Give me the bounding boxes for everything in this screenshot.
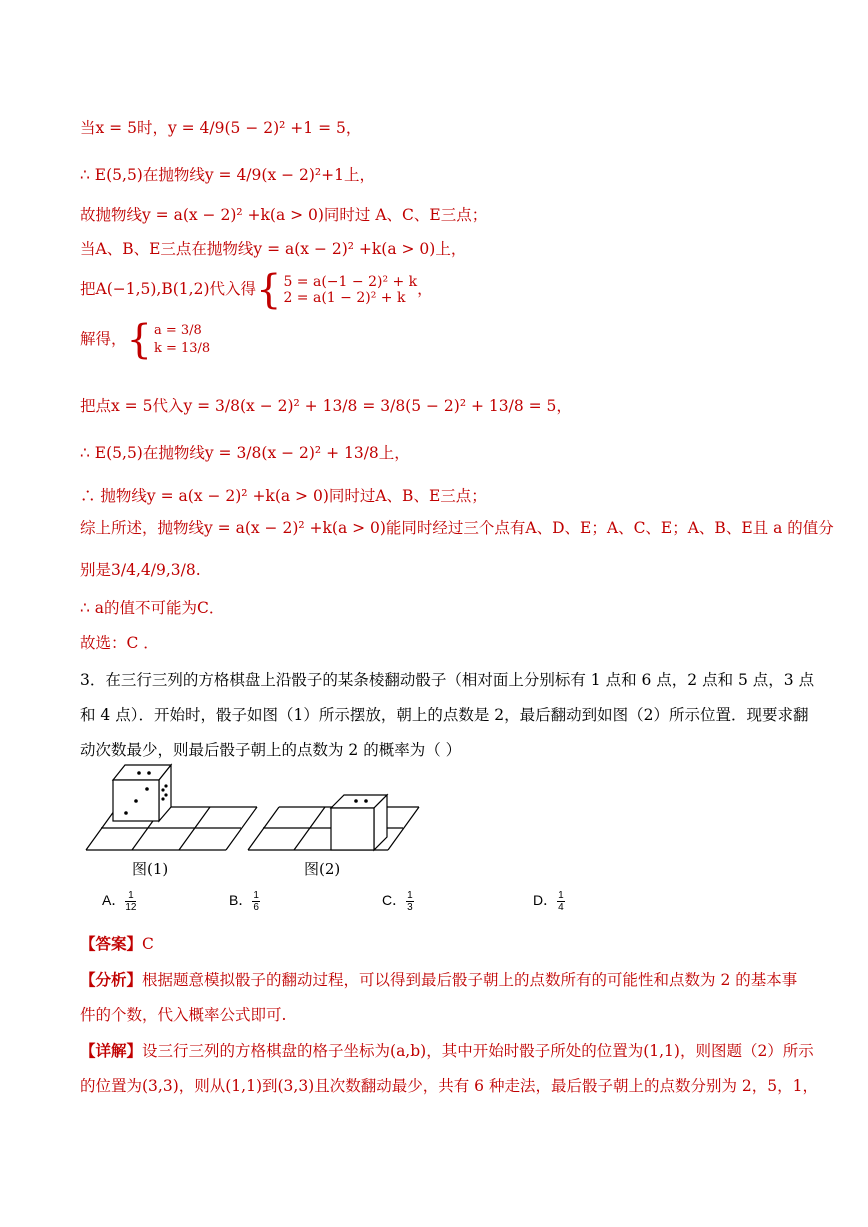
option-a[interactable] (102, 890, 136, 913)
solution-line-12: ∴ a的值不可能为C． (80, 599, 225, 617)
figure-2-caption: 图(2) (304, 860, 341, 878)
option-c-fraction (406, 890, 414, 913)
option-c-label: C． (382, 892, 407, 909)
answer-line (80, 934, 154, 954)
question-line-1: 3．在三行三列的方格棋盘上沿骰子的某条棱翻动骰子（相对面上分别标有 1 点和 6 点，2 点和 5 点，3 点 (80, 671, 815, 689)
solution-line-7: 把点x = 5代入y = 3/8(x − 2)² + 13/8 = 3/8(5 − 2)² + 13/8 = 5， (80, 397, 572, 415)
figure-1-dice (113, 765, 171, 821)
option-a-fraction (125, 890, 136, 913)
denominator: 12 (125, 902, 137, 913)
figure-1-caption: 图(1) (132, 860, 169, 878)
brace: { (256, 267, 282, 313)
option-b-fraction (252, 890, 260, 913)
analysis-line-2: 件的个数，代入概率公式即可. (80, 1006, 287, 1024)
brace: { (126, 317, 152, 363)
solution-line-10: 综上所述，抛物线y = a(x − 2)² +k(a > 0)能同时经过三个点有A、D、E；A、C、E；A、B、E且 a 的值分 (80, 519, 834, 537)
detail-line-2: 的位置为(3,3)，则从(1,1)到(3,3)且次数翻动最少，共有 6 种走法，最后骰子朝上的点数分别为 2，5，1， (80, 1077, 818, 1095)
option-d-label: D． (533, 892, 558, 909)
option-a-label: A． (102, 892, 126, 909)
solution-line-13: 故选：C ． (80, 634, 159, 652)
denominator: 6 (253, 902, 259, 913)
solution-line-9: ∴ 抛物线y = a(x − 2)² +k(a > 0)同时过A、B、E三点； (80, 487, 487, 505)
answer-tag: 【答案】 (80, 934, 143, 953)
detail-tag: 【详解】 (80, 1041, 143, 1060)
solution-a: a = 3/8 (153, 323, 202, 338)
option-d-fraction (557, 890, 565, 913)
figure-2-dice (331, 795, 387, 850)
analysis-tag: 【分析】 (80, 970, 143, 989)
denominator: 3 (407, 902, 413, 913)
equation-2: 2 = a(1 − 2)² + k (283, 290, 406, 306)
comma: ， (417, 280, 433, 298)
solution-line-11: 别是3/4,4/9,3/8. (80, 561, 201, 579)
solution-line-2: ∴ E(5,5)在抛物线y = 4/9(x − 2)²+1上， (80, 166, 375, 184)
denominator: 4 (558, 902, 564, 913)
numerator: 1 (125, 890, 136, 902)
option-b[interactable] (229, 890, 260, 913)
question-line-2: 和 4 点）．开始时，骰子如图（1）所示摆放，朝上的点数是 2，最后翻动到如图（2）所示位置．现要求翻 (80, 706, 809, 724)
solution-line-1: 当x = 5时，y = 4/9(5 − 2)² +1 = 5， (80, 119, 362, 137)
equation-1: 5 = a(−1 − 2)² + k (283, 274, 418, 290)
detail-line-1 (80, 1041, 814, 1061)
solve-prefix: 解得， (80, 330, 127, 348)
answer-value: C (142, 935, 154, 953)
analysis-line-1 (80, 970, 797, 990)
option-d[interactable] (533, 890, 565, 913)
substitute-prefix: 把A(−1,5),B(1,2)代入得 (80, 280, 256, 298)
numerator: 1 (253, 890, 259, 901)
solution-line-3: 故抛物线y = a(x − 2)² +k(a > 0)同时过 A、C、E三点； (80, 206, 488, 224)
solution-line-8: ∴ E(5,5)在抛物线y = 3/8(x − 2)² + 13/8上， (80, 444, 410, 462)
detail-text-1: 设三行三列的方格棋盘的格子坐标为(a,b)，其中开始时骰子所处的位置为(1,1)，则图题（2）所示 (142, 1042, 814, 1060)
option-c[interactable] (382, 890, 414, 913)
analysis-text-1: 根据题意模拟骰子的翻动过程，可以得到最后骰子朝上的点数所有的可能性和点数为 2 的基本事 (142, 971, 798, 989)
numerator: 1 (558, 890, 564, 901)
option-b-label: B． (229, 892, 253, 909)
solution-k: k = 13/8 (153, 341, 211, 356)
solution-line-4: 当A、B、E三点在抛物线y = a(x − 2)² +k(a > 0)上， (80, 240, 467, 258)
figure-1-grid (86, 807, 257, 850)
question-line-3: 动次数最少，则最后骰子朝上的点数为 2 的概率为（ ） (80, 741, 462, 759)
numerator: 1 (407, 890, 413, 901)
